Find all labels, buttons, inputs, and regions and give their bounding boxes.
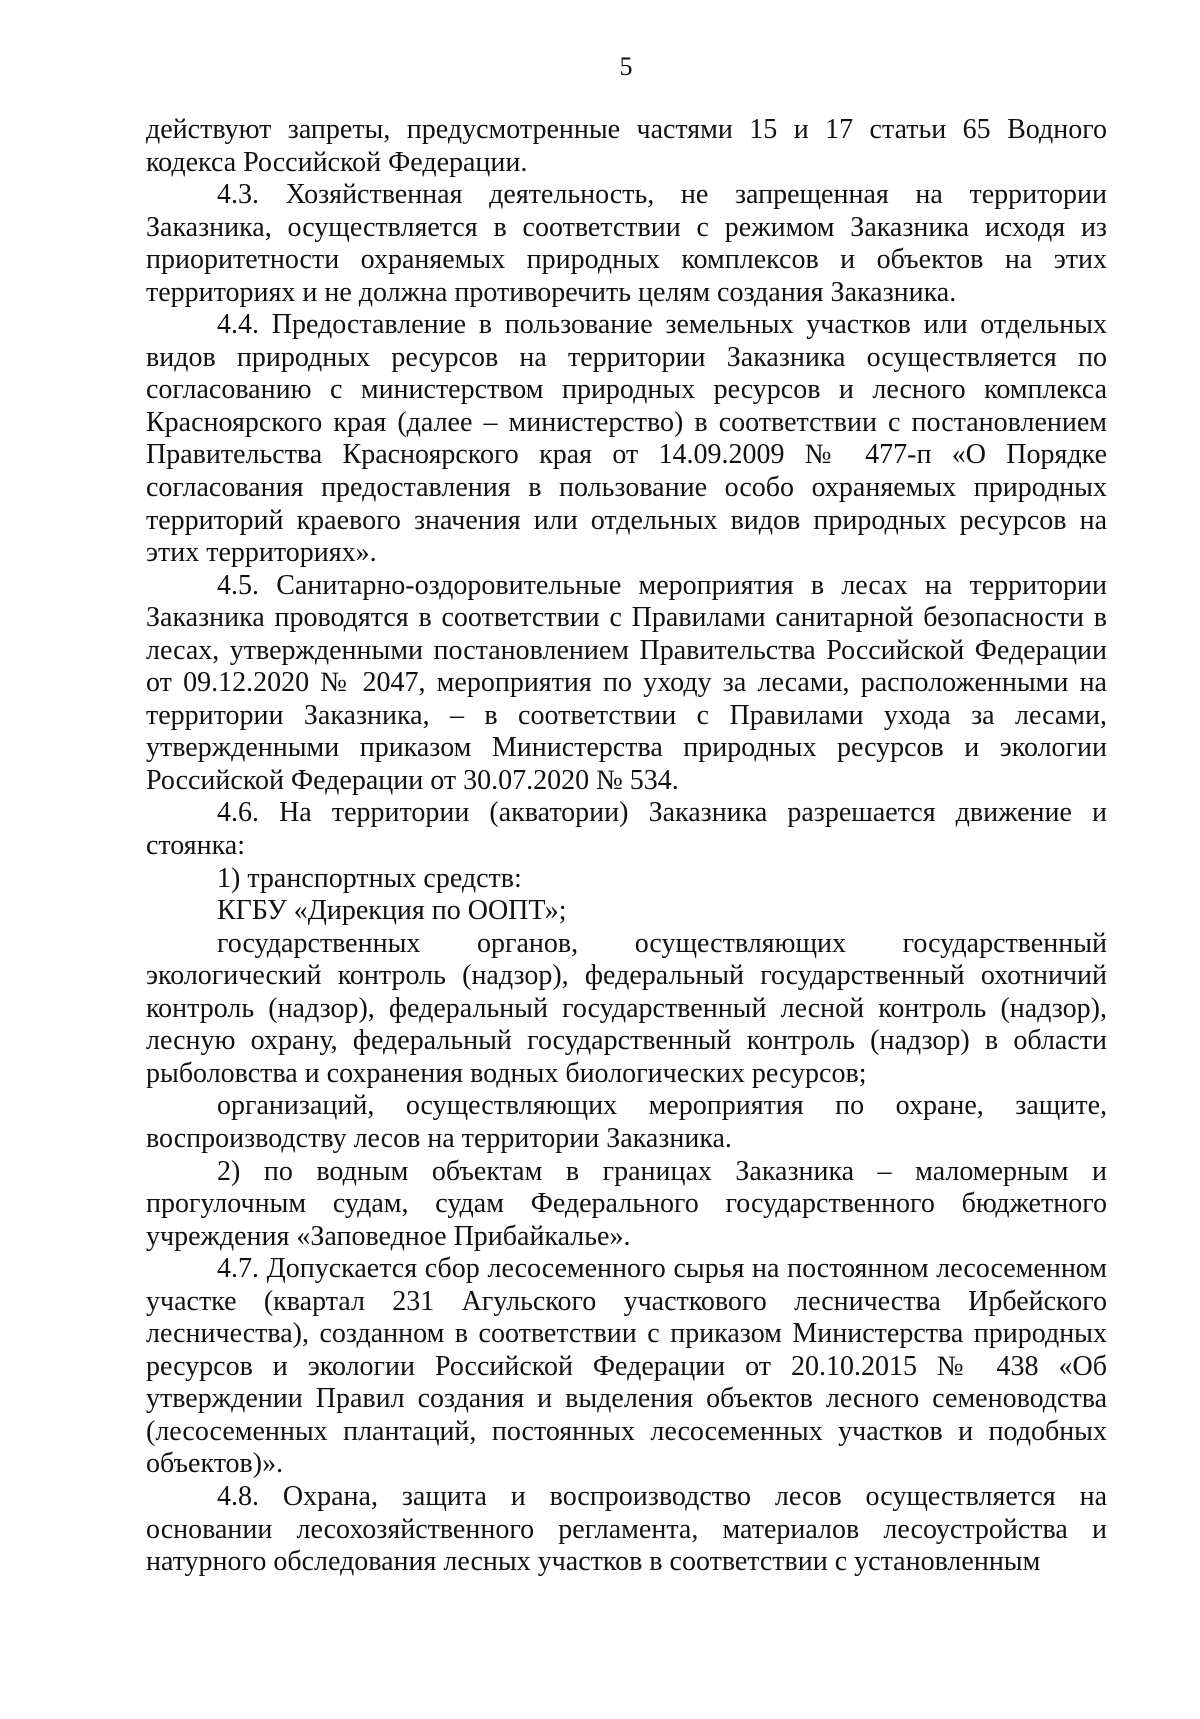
page-number: 5 xyxy=(619,52,633,81)
list-item-water-objects: 2) по водным объектам в границах Заказника – маломерным и прогулочным судам, судам Федерального государственного бюджетного учреждения «Заповедное Прибайкалье». xyxy=(146,1155,1107,1252)
paragraph-4-5: 4.5. Санитарно-оздоровительные мероприятия в лесах на территории Заказника проводятся в соответствии с Правилами санитарной безопасности в лесах, утвержденными постановлением Правительства Российской Федерации от 09.12.2020 № 2047, мероприятия по уходу за лесами, расположенными на территории Заказника, – в соответствии с Правилами ухода за лесами, утвержденными приказом Министерства природных ресурсов и экологии Российской Федерации от 30.07.2020 № 534. xyxy=(146,569,1107,796)
paragraph-4-7: 4.7. Допускается сбор лесосеменного сырья на постоянном лесосеменном участке (квартал 231 Агульского участкового лесничества Ирбейского лесничества), созданном в соответствии с приказом Министерства природных ресурсов и экологии Российской Федерации от 20.10.2015 № 438 «Об утверждении Правил создания и выделения объектов лесного семеноводства (лесосеменных плантаций, постоянных лесосеменных участков и подобных объектов)». xyxy=(146,1253,1107,1480)
paragraph-4-4: 4.4. Предоставление в пользование земельных участков или отдельных видов природных ресурсов на территории Заказника осуществляется по согласованию с министерством природных ресурсов и лесного комплекса Красноярского края (далее – министерство) в соответствии с постановлением Правительства Красноярского края от 14.09.2009 № 477-п «О Порядке согласования предоставления в пользование особо охраняемых природных территорий краевого значения или отдельных видов природных ресурсов на этих территориях». xyxy=(146,309,1107,569)
paragraph-4-8: 4.8. Охрана, защита и воспроизводство лесов осуществляется на основании лесохозяйственного регламента, материалов лесоустройства и натурного обследования лесных участков в соответствии с установленным xyxy=(146,1480,1107,1578)
list-item-state-bodies: государственных органов, осуществляющих государственный экологический контроль (надзор), федеральный государственный охотничий контроль (надзор), федеральный государственный лесной контроль (надзор), лесную охрану, федеральный государственный контроль (надзор) в области рыболовства и сохранения водных биологических ресурсов; xyxy=(146,927,1107,1089)
list-item-kgbu: КГБУ «Дирекция по ООПТ»; xyxy=(217,895,567,927)
paragraph-4-6: 4.6. На территории (акватории) Заказника разрешается движение и стоянка: xyxy=(146,797,1107,862)
document-body xyxy=(146,114,1107,1579)
paragraph-4-3: 4.3. Хозяйственная деятельность, не запрещенная на территории Заказника, осуществляется в соответствии с режимом Заказника исходя из приоритетности охраняемых природных комплексов и объектов на этих территориях и не должна противоречить целям создания Заказника. xyxy=(146,179,1107,308)
paragraph-continuation: действуют запреты, предусмотренные частями 15 и 17 статьи 65 Водного кодекса Российской Федерации. xyxy=(146,114,1107,178)
list-item-transport: 1) транспортных средств: xyxy=(217,862,522,894)
list-item-organizations: организаций, осуществляющих мероприятия по охране, защите, воспроизводству лесов на территории Заказника. xyxy=(146,1090,1107,1154)
